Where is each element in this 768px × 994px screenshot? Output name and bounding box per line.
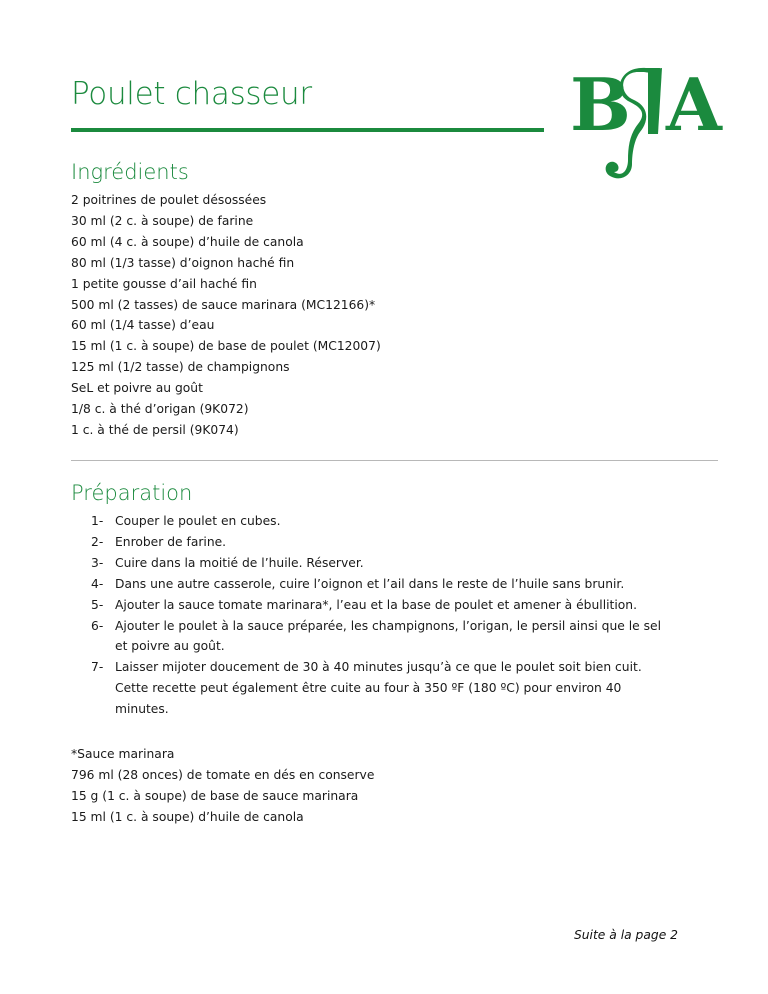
footnote-title: *Sauce marinara bbox=[71, 747, 175, 761]
list-item: 15 g (1 c. à soupe) de base de sauce marinara bbox=[71, 788, 359, 803]
step-item bbox=[71, 532, 671, 553]
step-text: Dans une autre casserole, cuire l’oignon et l’ail dans le reste de l’huile sans brunir. bbox=[115, 576, 625, 591]
step-number: 5- bbox=[91, 597, 104, 612]
section-divider bbox=[71, 460, 718, 461]
list-item: 1 petite gousse d’ail haché fin bbox=[71, 276, 257, 291]
step-text: Laisser mijoter doucement de 30 à 40 minutes jusqu’à ce que le poulet soit bien cuit. Cette recette peut également être cuite au four à 350 ºF (180 ºC) pour environ 40 minutes. bbox=[115, 660, 642, 717]
ingredients-list bbox=[71, 190, 381, 441]
step-item bbox=[71, 511, 671, 532]
list-item: 15 ml (1 c. à soupe) de base de poulet (MC12007) bbox=[71, 339, 381, 354]
svg-text:B: B bbox=[570, 62, 625, 147]
preparation-heading: Préparation bbox=[71, 481, 193, 505]
preparation-steps bbox=[71, 511, 671, 720]
step-text: Ajouter la sauce tomate marinara*, l’eau et la base de poulet et amener à ébullition. bbox=[115, 597, 637, 612]
list-item: 1 c. à thé de persil (9K074) bbox=[71, 422, 239, 437]
list-item: SeL et poivre au goût bbox=[71, 381, 203, 396]
step-item bbox=[71, 657, 671, 720]
step-item bbox=[71, 595, 671, 616]
list-item: 80 ml (1/3 tasse) d’oignon haché fin bbox=[71, 255, 295, 270]
step-number: 2- bbox=[91, 534, 104, 549]
ingredients-heading: Ingrédients bbox=[71, 160, 189, 184]
title-underline bbox=[71, 128, 544, 132]
page-title: Poulet chasseur bbox=[71, 76, 312, 112]
list-item: 60 ml (4 c. à soupe) d’huile de canola bbox=[71, 234, 304, 249]
step-number: 6- bbox=[91, 618, 104, 633]
step-item bbox=[71, 553, 671, 574]
list-item: 796 ml (28 onces) de tomate en dés en conserve bbox=[71, 767, 375, 782]
list-item: 30 ml (2 c. à soupe) de farine bbox=[71, 213, 254, 228]
step-text: Ajouter le poulet à la sauce préparée, les champignons, l’origan, le persil ainsi que le sel et poivre au goût. bbox=[115, 618, 662, 654]
step-text: Couper le poulet en cubes. bbox=[115, 514, 281, 528]
step-text: Enrober de farine. bbox=[115, 534, 227, 549]
svg-text:A: A bbox=[666, 62, 716, 147]
list-item: 125 ml (1/2 tasse) de champignons bbox=[71, 360, 290, 375]
step-number: 3- bbox=[91, 555, 104, 570]
list-item: 1/8 c. à thé d’origan (9K072) bbox=[71, 402, 249, 417]
list-item: 60 ml (1/4 tasse) d’eau bbox=[71, 318, 215, 333]
step-text: Cuire dans la moitié de l’huile. Réserver. bbox=[115, 555, 364, 570]
step-number: 7- bbox=[91, 660, 104, 675]
step-number: 1- bbox=[91, 514, 104, 528]
continuation-note: Suite à la page 2 bbox=[573, 928, 678, 942]
step-number: 4- bbox=[91, 576, 104, 591]
list-item: 500 ml (2 tasses) de sauce marinara (MC12166)* bbox=[71, 297, 376, 312]
step-item bbox=[71, 574, 671, 595]
list-item: 15 ml (1 c. à soupe) d’huile de canola bbox=[71, 809, 304, 824]
step-item bbox=[71, 616, 671, 658]
list-item: 2 poitrines de poulet désossées bbox=[71, 193, 267, 207]
bsa-logo bbox=[568, 60, 724, 182]
marinara-footnote bbox=[71, 744, 374, 828]
